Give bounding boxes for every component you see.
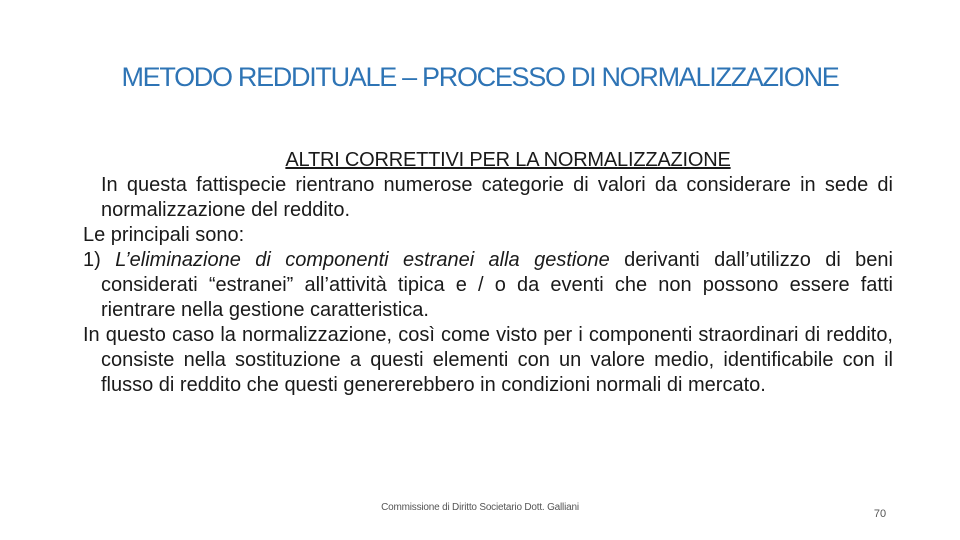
intro-text: In questa fattispecie rientrano numerose categorie di valori da considerare in sede di normalizzazione del reddito. <box>101 174 893 221</box>
slide-title: METODO REDDITUALE – PROCESSO DI NORMALIZZAZIONE <box>121 62 839 92</box>
conclusion-paragraph: In questo caso la normalizzazione, così come visto per i componenti straordinari di reddito, consiste nella sostituzione a questi elementi con un valore medio, identificabile con il flusso di reddito che questi genererebbero in condizioni normali di mercato. <box>83 324 893 396</box>
list-item-1 <box>83 248 893 323</box>
page-number: 70 <box>873 508 887 520</box>
section-subtitle: ALTRI CORRETTIVI PER LA NORMALIZZAZIONE <box>285 149 731 171</box>
intro-paragraph <box>83 173 893 223</box>
list-item-text: derivanti dall’utilizzo di beni considerati “estranei” all’attività tipica e / o da eventi che non possono essere fatti rientrare nella gestione caratteristica. <box>101 249 893 321</box>
footer-text: Commissione di Diritto Societario Dott. Galliani <box>381 502 579 513</box>
principal-label: Le principali sono: <box>83 224 245 246</box>
list-item-emphasis: L’eliminazione di componenti estranei alla gestione <box>115 249 610 271</box>
slide-body <box>83 148 893 398</box>
list-item-number: 1) <box>83 249 101 271</box>
